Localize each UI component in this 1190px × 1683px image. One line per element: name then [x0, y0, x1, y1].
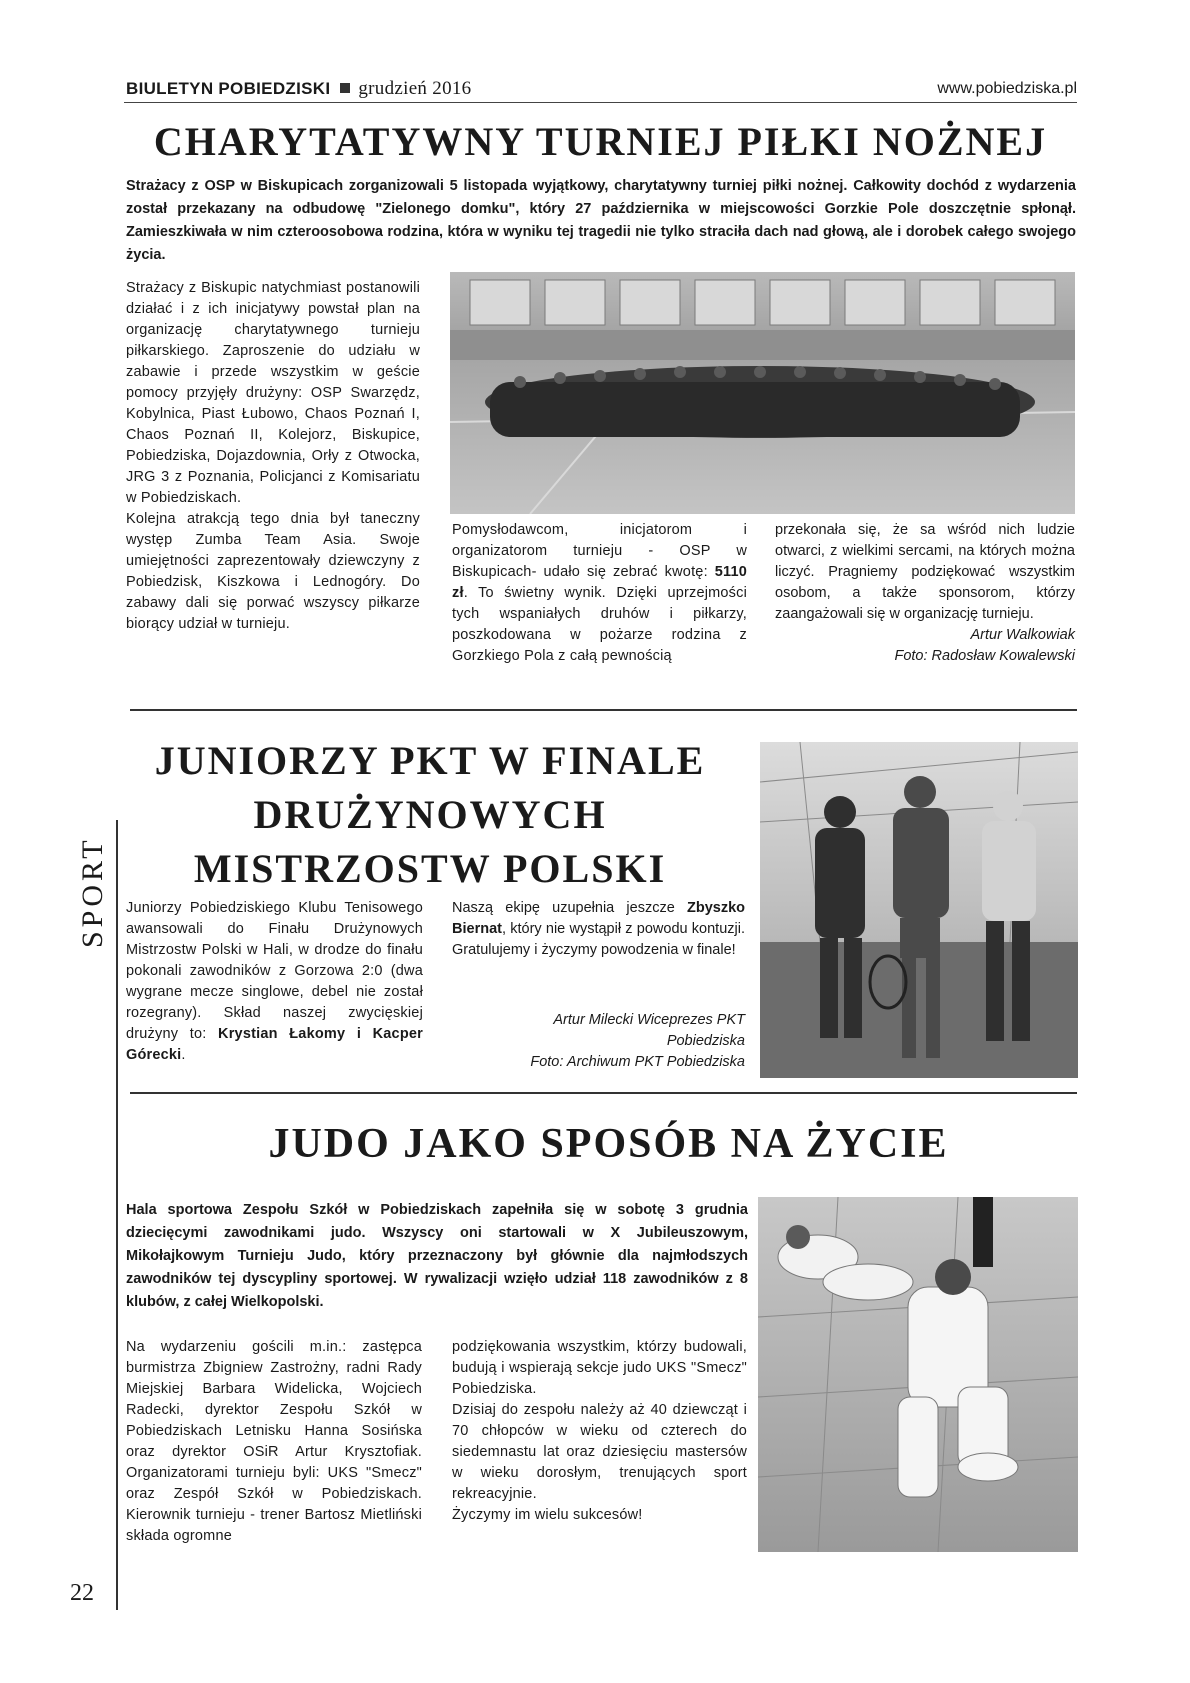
article1-title: CHARYTATYWNY TURNIEJ PIŁKI NOŻNEJ [153, 119, 1048, 164]
article3-col2-p2: Dzisiaj do zespołu należy aż 40 dziewcząt i 70 chłopców w wieku od czterech do siedemnastu lat oraz dziesięciu mastersów w wieku dorosłym, trenujących sport rekreacyjnie. [452, 1402, 747, 1502]
article2-author-org: Pobiedziska [666, 1033, 745, 1049]
article2-author: Artur Milecki Wiceprezes PKT [553, 1012, 745, 1028]
article1-photo-credit: Foto: Radosław Kowalewski [894, 648, 1075, 664]
article1-column2 [452, 520, 747, 667]
team-group-photo [450, 272, 1075, 514]
article2-credits [452, 1010, 745, 1073]
article1-col3-text: przekonała się, że sa wśród nich ludzie otwarci, z wielkimi sercami, na których można liczyć. Pragniemy podziękować wszystkim osobom, a także sponsorom, którzy zaangażowali się w organizację turnieju. [775, 522, 1075, 622]
article2-title [140, 734, 720, 896]
publication-name: BIULETYN POBIEDZISKI [126, 79, 331, 98]
article1-col2-text: Pomysłodawcom, inicjatorom i organizatorom turnieju - OSP w Biskupicach- udało się zebrać kwotę: [452, 522, 747, 580]
article1-photo [450, 272, 1075, 514]
article2-photo-credit: Foto: Archiwum PKT Pobiedziska [530, 1054, 745, 1070]
article1-lead: Strażacy z OSP w Biskupicach zorganizowali 5 listopada wyjątkowy, charytatywny turniej piłki nożnej. Całkowity dochód z wydarzenia został przekazany na odbudowę "Zielonego domku", który 27 października w miejscowości Gorzkie Pole doszczętnie spłonął. Zamieszkiwała w nim czteroosobowa rodzina, która w wyniku tej tragedii nie tylko straciła dach nad głową, ale i dorobek całego swojego życia. [126, 178, 1076, 263]
section-divider-2 [130, 1092, 1077, 1094]
square-separator-icon [340, 83, 350, 93]
article2-photo [760, 742, 1078, 1078]
section-label [58, 836, 118, 950]
article3-lead: Hala sportowa Zespołu Szkół w Pobiedziskach zapełniła się w sobotę 3 grudnia dziecięcymi zawodnikami judo. Wszyscy oni startowali w X Jubileuszowym, Mikołajkowym Turnieju Judo, który przeznaczony był głównie dla najmłodszych zawodników tej dyscypliny sportowej. W rywalizacji wzięło udział 118 zawodników z 8 klubów, z całej Wielkopolski. [126, 1202, 748, 1310]
article1-col1-p2: Kolejna atrakcją tego dnia był taneczny występ Zumba Team Asia. Swoje umiejętności zaprezentowały dziewczyny z Pobiedzisk, Kiszkowa i Lednogóry. Do zabawy dali się porwać wszyscy piłkarze biorący udział w turnieju. [126, 511, 420, 632]
website-link[interactable]: www.pobiedziska.pl [937, 80, 1077, 97]
tennis-players-photo [760, 742, 1078, 1078]
article3-col2-p1: podziękowania wszystkim, którzy budowali, budują i wspierają sekcje judo UKS "Smecz" Pobiedziska. [452, 1339, 747, 1397]
article1-col2-text-cont: . To świetny wynik. Dzięki uprzejmości tych wspaniałych druhów i piłkarzy, poszkodowana w pożarze rodzina z Gorzkiego Pola z całą pewnością [452, 585, 747, 664]
article2-title-line2: DRUŻYNOWYCH [253, 792, 607, 837]
article1-col1-p1: Strażacy z Biskupic natychmiast postanowili działać i z ich inicjatywy powstał plan na organizację charytatywnego turnieju piłkarskiego. Zaproszenie do udziału w zabawie i przede wszystkim w geście pomocy przyjęły drużyny: OSP Swarzędz, Kobylnica, Piast Łubowo, Chaos Poznań I, Chaos Poznań II, Kolejorz, Biskupice, Pobiedziska, Dojazdownia, Orły z Otwocka, JRG 3 z Poznania, Policjanci z Komisariatu w Pobiedziskach. [126, 280, 420, 506]
article1-column3 [775, 520, 1075, 667]
judo-kids-photo [758, 1197, 1078, 1552]
team-names: Krystian Łakomy i Kacper Górecki [126, 1026, 423, 1063]
article3-photo [758, 1197, 1078, 1552]
article3-column1: Na wydarzeniu gościli m.in.: zastępca burmistrza Zbigniew Zastrożny, radni Rady Miejskiej Barbara Widelicka, Wojciech Radecki, dyrektor Zespołu Szkół w Pobiedziskach Letnisku Hanna Sosińska oraz dyrektor OSiR Artur Krysztofiak. Organizatorami turnieju byli: UKS "Smecz" oraz Zespół Szkół w Pobiedziskach. Kierownik turnieju - trener Bartosz Mietliński składa ogromne [126, 1339, 422, 1544]
article2-title-line1: JUNIORZY PKT W FINALE [154, 738, 706, 783]
issue-date: grudzień 2016 [358, 78, 472, 99]
article2-col1-text: Juniorzy Pobiedziskiego Klubu Tenisowego awansowali do Finału Drużynowych Mistrzostw Polski w Hali, w drodze do finału pokonali zawodników z Gorzowa 2:0 (dwa wygrane mecze singlowe, debel nie został rozegrany). Skład naszej zwycięskiej drużyny to: [126, 900, 423, 1042]
article3-column2 [452, 1337, 747, 1526]
collected-amount: 5110 zł [452, 564, 747, 601]
section-label-text: SPORT [76, 836, 109, 948]
page-number: 22 [70, 1580, 94, 1606]
article2-title-line3: MISTRZOSTW POLSKI [193, 846, 667, 891]
article3-title: JUDO JAKO SPOSÓB NA ŻYCIE [268, 1121, 949, 1167]
article2-col1-end: . [181, 1047, 186, 1063]
player-name: Zbyszko Biernat [452, 900, 745, 937]
article2-column2 [452, 898, 745, 961]
article1-author: Artur Walkowiak [970, 627, 1075, 643]
publication-header [126, 78, 471, 100]
header-rule [124, 102, 1077, 103]
article3-col2-p3: Życzymy im wielu sukcesów! [452, 1507, 643, 1523]
article2-col2-text-cont: , który nie wystąpił z powodu kontuzji. Gratulujemy i życzymy powodzenia w finale! [452, 921, 745, 958]
section-divider-1 [130, 709, 1077, 711]
article2-column1 [126, 898, 423, 1066]
article2-col2-text: Naszą ekipę uzupełnia jeszcze [452, 900, 687, 916]
article1-column1 [126, 278, 420, 635]
